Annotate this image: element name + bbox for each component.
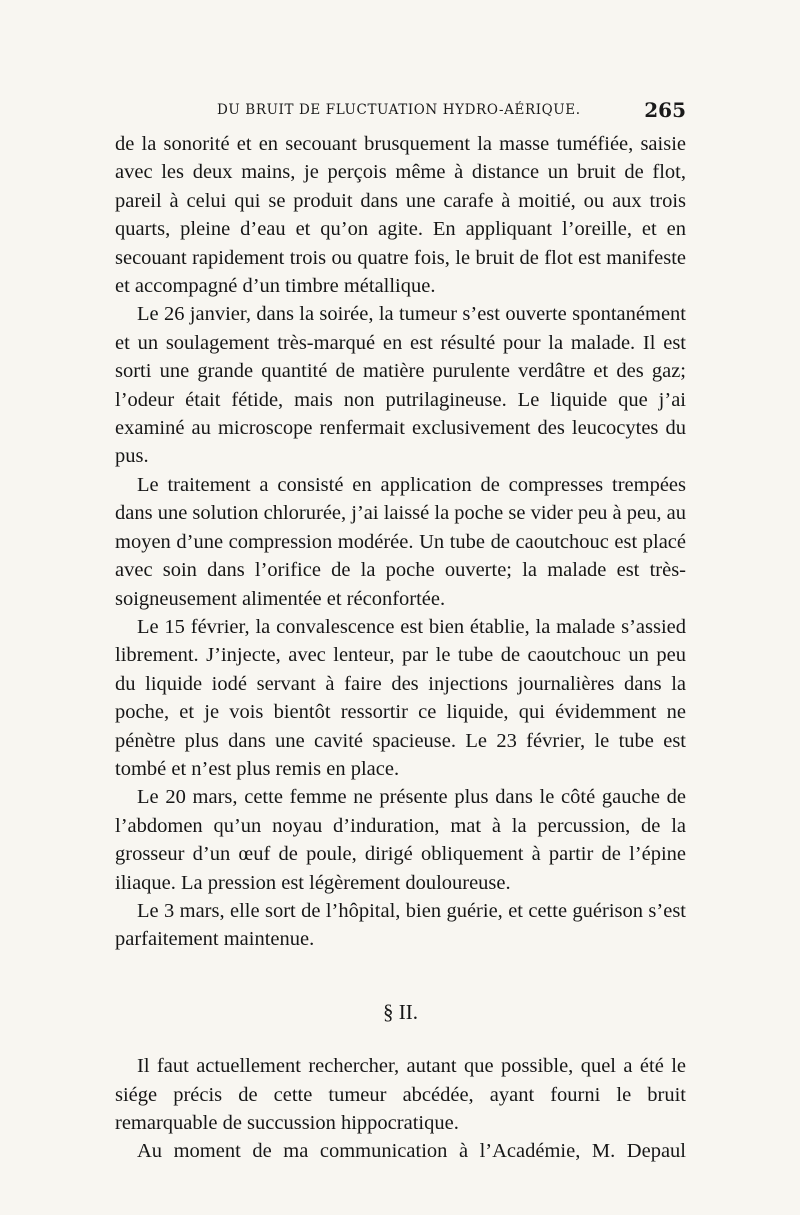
paragraph-6: Le 3 mars, elle sort de l’hôpital, bien guérie, et cette guérison s’est parfaitement maintenue. xyxy=(115,899,686,951)
paragraph-4: Le 15 février, la convalescence est bien établie, la malade s’assied librement. J’injecte, avec lenteur, par le tube de caoutchouc un peu du liquide iodé servant à faire des injections journalières dans la poche, et je vois bientôt ressortir ce liquide, qui évidemment ne pénètre plus dans une cavité spacieuse. Le 23 février, le tube est tombé et n’est plus remis en place. xyxy=(115,615,686,780)
page-number: 265 xyxy=(644,98,686,122)
page-header xyxy=(115,98,686,124)
paragraph-7: Il faut actuellement rechercher, autant que possible, quel a été le siége précis de cette tumeur abcédée, ayant fourni le bruit remarquable de succussion hippocratique. xyxy=(115,1055,686,1134)
paragraph-2: Le 26 janvier, dans la soirée, la tumeur s’est ouverte spontanément et un soulagement très-marqué en est résulté pour la malade. Il est sorti une grande quantité de matière purulente verdâtre et des gaz; l’odeur était fétide, mais non putrilagineuse. Le liquide que j’ai examiné au microscope renfermait exclusivement des leucocytes du pus. xyxy=(115,303,686,468)
paragraph-5: Le 20 mars, cette femme ne présente plus dans le côté gauche de l’abdomen qu’un noyau d’induration, mat à la percussion, de la grosseur d’un œuf de poule, dirigé obliquement à partir de l’épine iliaque. La pression est légèrement douloureuse. xyxy=(115,786,686,894)
body-text xyxy=(115,130,686,1166)
section-heading: § II. xyxy=(383,999,418,1024)
running-title: DU BRUIT DE FLUCTUATION HYDRO-AÉRIQUE. xyxy=(217,102,581,118)
paragraph-1: de la sonorité et en secouant brusquement la masse tuméfiée, saisie avec les deux mains, je perçois même à distance un bruit de flot, pareil à celui qui se produit dans une carafe à moitié, ou aux trois quarts, pleine d’eau et qu’on agite. En appliquant l’oreille, et en secouant rapidement trois ou quatre fois, le bruit de flot est manifeste et accompagné d’un timbre métallique. xyxy=(115,133,686,298)
paragraph-3: Le traitement a consisté en application de compresses trempées dans une solution chlorurée, j’ai laissé la poche se vider peu à peu, au moyen d’une compression modérée. Un tube de caoutchouc est placé avec soin dans l’orifice de la poche ouverte; la malade est très-soigneusement alimentée et réconfortée. xyxy=(115,473,686,610)
paragraph-8: Au moment de ma communication à l’Académie, M. Depaul xyxy=(137,1140,686,1163)
